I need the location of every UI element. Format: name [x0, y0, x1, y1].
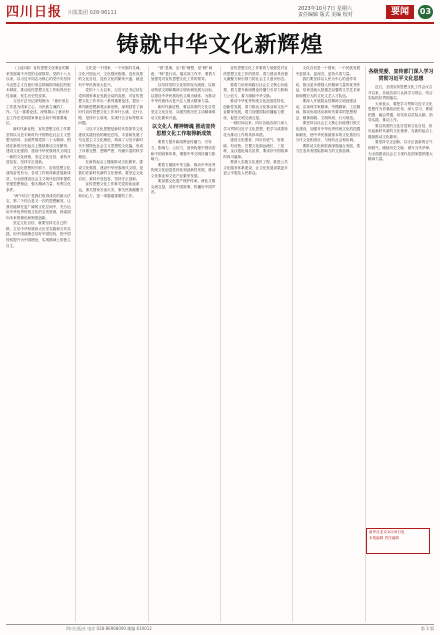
article-paragraph: 新时代新征程，宣传思想文化工作要坚持以习近平新时代中国特色社会主义思想为指导，全面贯彻党的二十大精神，围绕在新的历史起点上继续推动文化繁荣、建设文化强国、建设中华民族现代文明这一新的文化使命，坚定文化自信，秉持开放包容，坚持守正创新。: [6, 127, 71, 165]
article-paragraph: 要以高度的文化自觉和文化自信，担负起新时代新的文化使命，在新的起点上继续推动文化繁荣。: [368, 123, 433, 139]
article-paragraph: 要着力赓续中华文脉、推动中华优秀传统文化创造性转化和创新性发展，推动文化事业和文化产业繁荣发展。: [150, 162, 216, 178]
footer-page: 第 3 版: [420, 626, 434, 631]
article-paragraph: 宣传思想文化工作事关党的前途命运，事关国家长治久安，事关民族凝聚力和向心力，是一项极端重要的工作。: [78, 182, 144, 198]
article-paragraph: 习近平总书记深刻指出：“意识形态工作是为国家立心、为民族立魂的工作。”这一重要论述，深刻揭示了意识形态工作在党和国家事业全局中的重要地位。: [6, 99, 69, 126]
article-paragraph: 坚定文化自信，就要坚持走自己的路，立足中华民族伟大历史实践和当代实践，用中国道理总结好中国经验，把中国经验提升为中国理论，实现精神上的独立自主。: [6, 221, 71, 248]
editor-line-2: 本报编辑 责任编辑: [369, 536, 399, 540]
article-paragraph: （上接1版）宣传思想文化事业的繁荣发展离不开党的全面领导。党的十八大以来，以习近平同志为核心的党中央坚持马克思主义在意识形态领域指导地位的根本制度，推动宣传思想文化工作取得历史性成就、发生历史性变革。: [6, 66, 71, 98]
article-paragraph: 文化自信是一个国家、一个民族发展中更基本、更深沉、更持久的力量。: [295, 66, 361, 76]
editor-box: [366, 528, 430, 554]
article-paragraph: 推动中华优秀传统文化创造性转化、创新性发展，着力推动文化事业和文化产业繁荣发展，着力加强国际传播能力建设、促进文明交流互鉴。: [223, 99, 288, 120]
column-divider: [292, 66, 293, 622]
article-paragraph: 要加强文化遗产保护传承，深化文明交流互鉴，讲好中国故事，传播好中国声音。: [150, 179, 216, 195]
article-paragraph: 党的十八大以来，习近平总书记站在党和国家事业发展全局的高度，对宣传思想文化工作作出一系列重要论述，提出一系列新思想新观点新论断，深刻回答了新时代宣传思想文化工作举什么旗、走什么路、坚持什么原则、实现什么目标等根本问题。: [78, 88, 144, 126]
column-divider: [75, 66, 76, 622]
article-paragraph: 要坚持守正创新，以守正创新的正气和锐气，赓续历史文脉、谱写当代华章，为全面建设社会主义现代化国家提供强大精神力量。: [368, 140, 433, 162]
column-divider: [220, 66, 221, 622]
article-paragraph: 新时代新征程，要以高度的文化自觉坚定文化自信，以强烈的历史主动精神推动文化繁荣兴盛。: [150, 104, 216, 120]
article-paragraph: 我们要坚持以人民为中心的创作导向，推出更多增强人民精神力量的优秀作品，培育造就大批德艺双馨的文学艺术家和规模宏大的文化文艺人才队伍。: [295, 77, 361, 98]
article-paragraph: “看”是事，也“看”理想，是“精”诚意，“铸”是行动。落实到工作中，要着力加强党对宣传思想文化工作的领导。: [150, 66, 216, 82]
paper-subtitle: 川报集团 028-96111: [68, 10, 117, 16]
page-number: 03: [418, 5, 433, 19]
article-paragraph: 文化是一个国家、一个民族的灵魂。文化兴国运兴，文化强民族强。没有高度的文化自信，没有文化的繁荣兴盛，就没有中华民族伟大复兴。: [78, 66, 144, 87]
newspaper-logo: 四川日报: [6, 5, 63, 20]
section-subheading: 各级党委、宣传部门深入学习贯彻习近平文化思想: [368, 69, 434, 82]
article-paragraph: 习近平文化思想是新时代党领导文化建设实践经验的理论总结，丰富和发展了马克思主义文化理论，构成了习近平新时代中国特色社会主义思想的文化篇，形成了体系完整、逻辑严密、内涵丰富的科学理论。: [78, 127, 144, 159]
article-paragraph: 要深入开展群众性精神文明创建活动，弘扬科学家精神、劳模精神、工匠精神，推动形成适应新时代要求的思想观念、精神面貌、文明风尚、行为规范。: [295, 99, 361, 120]
article-paragraph: 建设文化强省，四川有底气、有基础、有优势。巴蜀文化源远流长，三星堆、金沙遗址闻名世界，要讲好中国故事的四川篇章。: [223, 138, 288, 159]
article-paragraph: 近日，全国宣传思想文化工作会议召开以来，各地各部门认真学习领会，结合实际抓好贯彻落实。: [368, 85, 433, 101]
article-paragraph: 要着力提升新闻舆论传播力、引导力、影响力、公信力，加快构建中国话语和中国叙事体系，增强中华文明传播力影响力。: [150, 140, 216, 162]
footer-contact: 四川日报社 电话 028-86968000 邮编 610012: [66, 626, 152, 631]
section-badge: 要闻: [386, 5, 414, 19]
article-paragraph: 在文化思想的引领下，宣传思想文化战线奋发有为，各项工作取得新进展新成效，为全面建设社会主义现代化国家提供坚强思想保证、强大精神力量、有利文化条件。: [6, 165, 71, 193]
article-column: [78, 66, 144, 622]
article-column: [151, 66, 217, 622]
article-column: [296, 66, 362, 622]
article-paragraph: 要着力培育和践行社会主义核心价值观，着力提升新闻舆论传播力引导力影响力公信力，着力赓续中华文脉。: [223, 82, 288, 98]
article-paragraph: 要坚持以社会主义核心价值观引领文化建设，加强对中华优秀传统文化的挖掘和阐发，使中华民族最基本的文化基因与当代文化相适应、与现代社会相协调。: [295, 121, 361, 143]
article-paragraph: 要深入实施文化惠民工程，推进公共文化服务体系建设，让文化发展成果更多更公平惠及人民群众。: [223, 160, 288, 176]
page-headline: 铸就中华文化新辉煌: [116, 33, 324, 58]
editor-credits: 责任编辑 版式 美编 校对: [298, 12, 353, 18]
article-paragraph: 在新的起点上继续推动文化繁荣、建设文化强国、建设中华民族现代文明，是我们在新时代新的文化使命。要坚定文化自信，秉持开放包容，坚持守正创新。: [78, 160, 144, 181]
article-paragraph: 大家表示，要把学习贯彻习近平文化思想作为首要政治任务，深入学习、系统把握、融会贯通，切实用以武装头脑、指导实践、推动工作。: [368, 101, 433, 123]
headline-divider: [6, 62, 434, 63]
article-column: [6, 66, 72, 622]
article-paragraph: 要推动文化和旅游深度融合发展，着力打造具有国际影响力的文旅品牌。: [295, 143, 361, 154]
article-paragraph: 以坚持党的文化领导权为统领，以推动物质文明和精神文明协调发展为目标，以建设中华民族现代文明为载体，为推动中华民族伟大复兴注入强大精神力量。: [150, 82, 216, 104]
article-paragraph: “两个结合”是我们取得成功的最大法宝，第二个结合是又一次的思想解放，让我们能够在更广阔的文化空间中，充分运用中华优秀传统文化的宝贵资源，探索面向未来的理论和制度创新。: [6, 193, 71, 220]
masthead: [6, 4, 434, 24]
article-paragraph: 宣传思想文化工作要着力加强党对宣传思想文化工作的领导，着力建设具有强大凝聚力和引领力的社会主义意识形态。: [223, 66, 288, 82]
article-column: [223, 66, 289, 622]
article-paragraph: 一段时间以来，四川各地各部门深入学习贯彻习近平文化思想，把学习成果转化为推动工作的具体举措。: [223, 121, 288, 137]
column-divider: [148, 66, 149, 622]
issue-date: 2023年10月7日 星期六: [298, 6, 352, 12]
page-footer: [6, 624, 434, 633]
section-subheading: 以文化人 精神铸魂 推动宣传思想文化工作取得新成效: [152, 124, 216, 137]
editor-line-1: 新华社北京10月8日电: [369, 530, 405, 534]
date-block: [298, 6, 353, 18]
